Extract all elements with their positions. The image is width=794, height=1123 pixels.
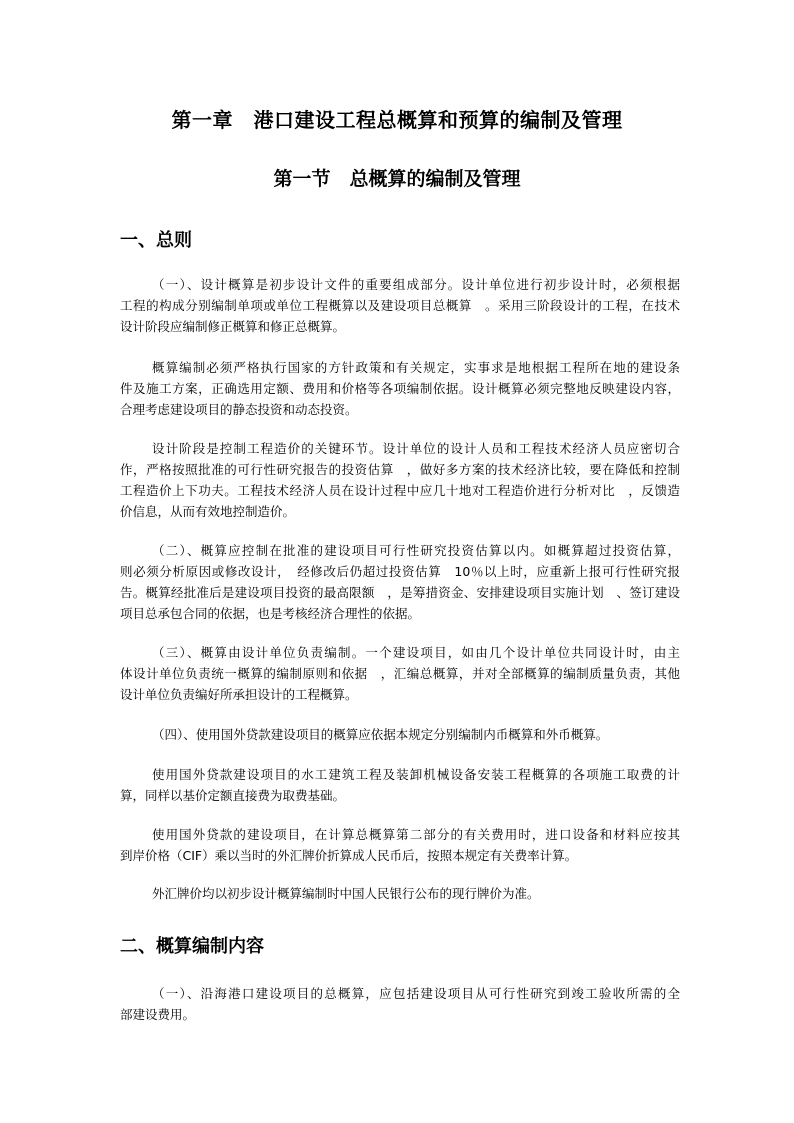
paragraph-7	[120, 764, 680, 806]
paragraph-10	[120, 983, 680, 1025]
paragraph-line: 使用国外贷款建设项目的水工建筑工程及装卸机械设备安装工程概算的各项施工取费的计	[152, 767, 680, 782]
paragraph-line: 设计单位负责编好所承担设计的工程概算。	[120, 687, 358, 702]
paragraph-line: （三）、概算由设计单位负责编制。一个建设项目，如由几个设计单位共同设计时，由主	[152, 645, 680, 660]
paragraph-6	[120, 724, 680, 745]
paragraph-5	[120, 642, 680, 705]
paragraph-line: （四）、使用国外贷款建设项目的概算应依据本规定分别编制内币概算和外币概算。	[152, 727, 609, 742]
paragraph-line: 工程的构成分别编制单项或单位工程概算以及建设项目总概算 。采用三阶段设计的工程，在技术	[120, 298, 680, 313]
section-title: 第一节 总概算的编制及管理	[273, 168, 521, 190]
paragraph-line: 使用国外贷款的建设项目，在计算总概算第二部分的有关费用时，进口设备和材料应按其	[152, 827, 680, 842]
paragraph-line: 体设计单位负责统一概算的编制原则和依据 ，汇编总概算，并对全部概算的编制质量负责，其他	[120, 666, 680, 681]
paragraph-line: （二）、概算应控制在批准的建设项目可行性研究投资估算以内。如概算超过投资估算，	[152, 543, 680, 558]
paragraph-4	[120, 540, 680, 624]
paragraph-line: 项目总承包合同的依据，也是考核经济合理性的依据。	[120, 606, 421, 621]
paragraph-line: 设计阶段是控制工程造价的关键环节。设计单位的设计人员和工程技术经济人员应密切合	[152, 441, 680, 456]
heading-general-principles: 一、总则	[120, 230, 192, 251]
chapter-title: 第一章 港口建设工程总概算和预算的编制及管理	[171, 108, 623, 132]
paragraph-line: 部建设费用。	[120, 1007, 196, 1022]
paragraph-line: （一）、设计概算是初步设计文件的重要组成部分。设计单位进行初步设计时，必须根据	[152, 277, 680, 292]
paragraph-9	[120, 883, 680, 904]
paragraph-line: 到岸价格（CIF）乘以当时的外汇牌价折算成人民币后，按照本规定有关费率计算。	[120, 848, 578, 863]
paragraph-line: （一）、沿海港口建设项目的总概算，应包括建设项目从可行性研究到竣工验收所需的全	[152, 986, 680, 1001]
paragraph-line: 合理考虑建设项目的静态投资和动态投资。	[120, 402, 358, 417]
paragraph-line: 价信息，从而有效地控制造价。	[120, 504, 296, 519]
paragraph-line: 算，同样以基价定额直接费为取费基础。	[120, 788, 346, 803]
paragraph-3	[120, 438, 680, 522]
paragraph-line: 外汇牌价均以初步设计概算编制时中国人民银行公布的现行牌价为准。	[152, 886, 540, 901]
heading-estimate-contents: 二、概算编制内容	[120, 936, 264, 957]
paragraph-line: 则必须分析原因或修改设计， 经修改后仍超过投资估算 10％以上时，应重新上报可行性研究报	[120, 564, 680, 579]
paragraph-line: 告。概算经批准后是建设项目投资的最高限额 ，是筹措资金、安排建设项目实施计划 、签订建设	[120, 585, 680, 600]
paragraph-line: 概算编制必须严格执行国家的方针政策和有关规定，实事求是地根据工程所在地的建设条	[152, 360, 680, 375]
paragraph-1	[120, 274, 680, 337]
paragraph-line: 作，严格按照批准的可行性研究报告的投资估算 ，做好多方案的技术经济比较，要在降低和控制	[120, 462, 680, 477]
paragraph-2	[120, 357, 680, 420]
paragraph-line: 件及施工方案，正确选用定额、费用和价格等各项编制依据。设计概算必须完整地反映建设内容，	[120, 381, 680, 396]
paragraph-line: 设计阶段应编制修正概算和修正总概算。	[120, 319, 346, 334]
paragraph-8	[120, 824, 680, 866]
paragraph-line: 工程造价上下功夫。工程技术经济人员在设计过程中应几十地对工程造价进行分析对比 ，反馈造	[120, 483, 680, 498]
